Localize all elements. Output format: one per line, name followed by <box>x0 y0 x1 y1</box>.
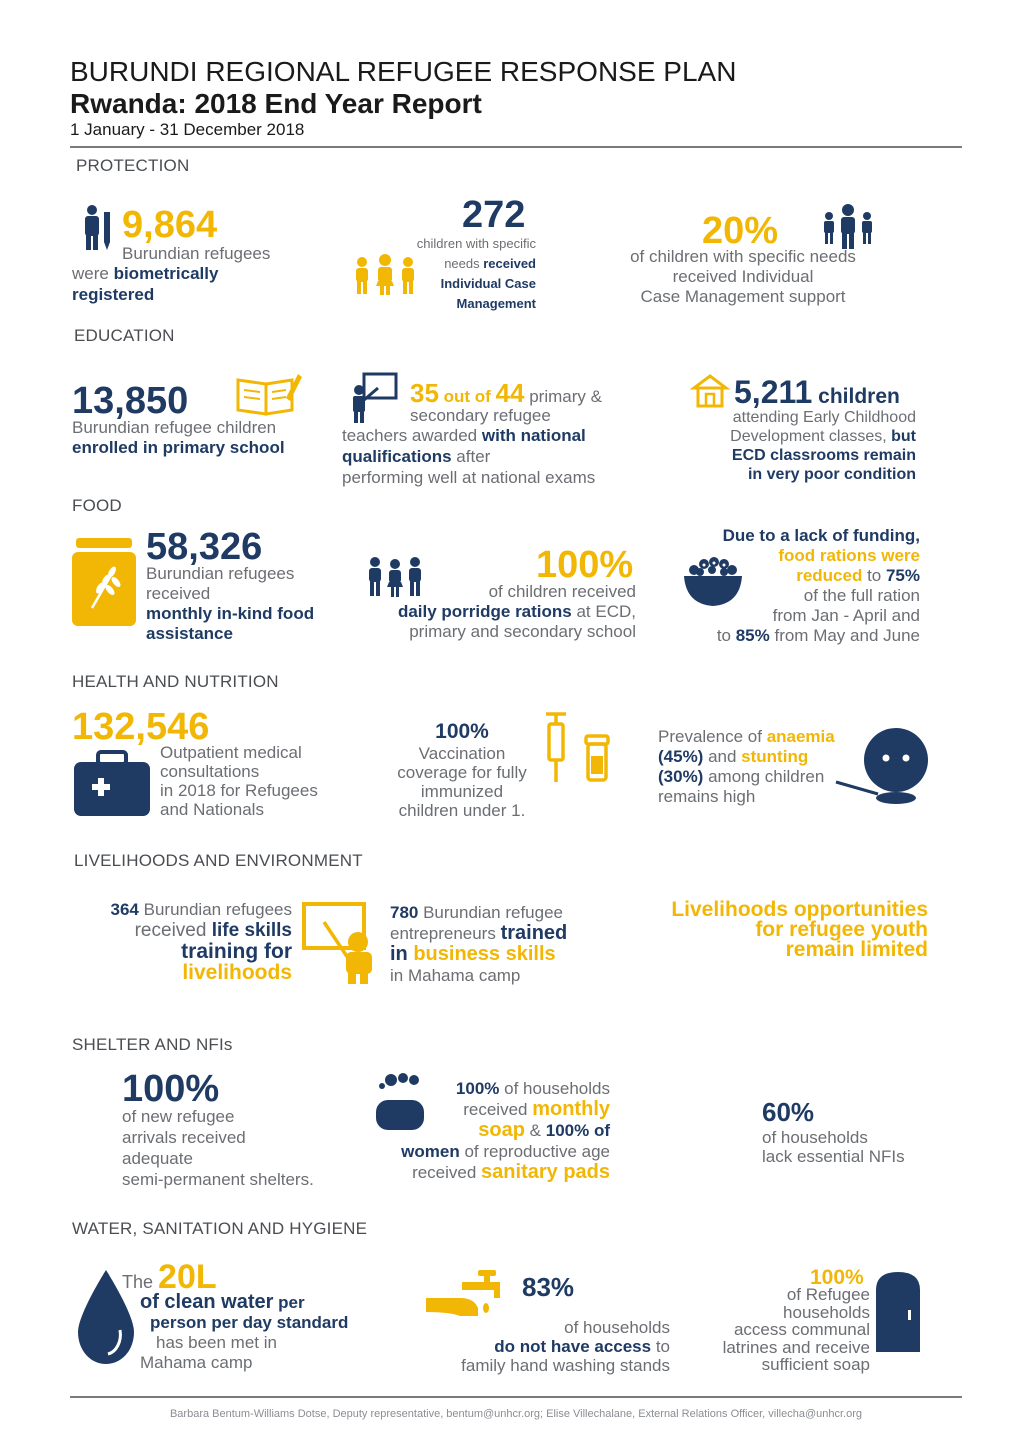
stat-water-line3: has been met in <box>156 1333 277 1352</box>
stat-biometric-line1: Burundian refugees <box>122 244 271 263</box>
stat-life-skills-line3: training for <box>181 940 292 963</box>
stat-enrolled-line2: enrolled in primary school <box>72 438 285 457</box>
stat-ecd-line1: attending Early Childhood <box>732 409 916 426</box>
stat-ration-line2: food rations were <box>778 546 920 565</box>
stat-specific-needs-text <box>600 247 886 307</box>
stat-business-line1: 780 Burundian refugee <box>390 903 563 922</box>
stat-outpatient-line1: Outpatient medical <box>160 743 302 762</box>
stat-soap-line2: received monthly <box>463 1098 610 1120</box>
stat-biometric-line2: were biometrically <box>72 264 219 283</box>
section-heading-wash: WATER, SANITATION AND HYGIENE <box>72 1219 368 1238</box>
stat-nfi-line2: lack essential NFIs <box>762 1147 905 1166</box>
stat-shelter-value: 100% <box>122 1068 220 1110</box>
stat-ecd-headline: 5,211 children <box>734 374 900 410</box>
stat-outpatient-line3: in 2018 for Refugees <box>160 781 318 800</box>
school-house-icon <box>692 374 728 408</box>
stat-ecd-line4: in very poor condition <box>747 466 916 483</box>
header-divider <box>70 146 962 148</box>
stat-ecd-text <box>640 408 916 484</box>
stat-biometric-line3: registered <box>72 285 155 304</box>
stat-shelter-line2: arrivals received <box>122 1128 246 1147</box>
stat-case-line2: needs received <box>444 256 536 271</box>
stat-teachers-headline: 35 out of 44 primary & <box>410 378 602 408</box>
stat-ration-line5: from Jan - April and <box>772 606 920 625</box>
stat-youth-text <box>620 900 928 960</box>
stat-soap-line3: soap & 100% of <box>478 1119 610 1141</box>
report-title: BURUNDI REGIONAL REFUGEE RESPONSE PLAN <box>70 56 737 87</box>
stat-enrolled-line1: Burundian refugee children <box>72 418 277 437</box>
section-heading-livelihoods: LIVELIHOODS AND ENVIRONMENT <box>74 851 363 870</box>
person-pen-icon <box>82 204 118 252</box>
stat-anaemia-line1: Prevalence of anaemia <box>658 727 835 746</box>
stat-ration-line4: of the full ration <box>803 586 920 605</box>
stat-water-line2: person per day standard <box>150 1313 349 1332</box>
stat-life-skills-line1: 364 Burundian refugees <box>110 900 292 919</box>
face-spoon-icon <box>836 726 932 808</box>
stat-handwash-line2: do not have access to <box>494 1337 670 1356</box>
stat-ecd-line3: ECD classrooms remain <box>731 447 916 464</box>
stat-latrine-line3: access communal <box>733 1320 870 1339</box>
stat-latrine-text <box>660 1286 870 1374</box>
stat-water-line1: of clean water per <box>140 1291 305 1313</box>
stat-anaemia-line2: (45%) and stunting <box>658 747 809 766</box>
stat-soap-line5: received sanitary pads <box>412 1161 610 1183</box>
stat-business-line4: in Mahama camp <box>390 966 521 985</box>
stat-vaccination-line3: immunized <box>420 782 504 801</box>
stat-vaccination-line2: coverage for fully <box>397 763 527 782</box>
stat-case-line1: children with specific <box>416 236 536 251</box>
grain-jar-icon <box>72 536 136 628</box>
stat-nfi-line1: of households <box>762 1128 868 1147</box>
stat-handwash-text <box>400 1318 670 1375</box>
stat-youth-line1: Livelihoods opportunities <box>671 898 928 921</box>
water-tap-icon <box>426 1268 508 1324</box>
stat-life-skills-text <box>60 900 292 983</box>
stat-youth-line2: for refugee youth <box>755 918 928 941</box>
stat-teachers-line3: teachers awarded with national <box>342 426 586 445</box>
stat-ecd-line2: Development classes, but <box>730 428 916 445</box>
stat-vaccination-text <box>374 720 550 820</box>
stat-vaccination-value: 100% <box>435 720 489 743</box>
stat-latrine-line4: latrines and receive <box>722 1337 870 1357</box>
stat-food-assistance-text <box>146 564 314 644</box>
latrine-door-icon <box>874 1270 922 1354</box>
stat-teachers-line2: secondary refugee <box>410 406 551 425</box>
stat-outpatient-line2: consultations <box>160 762 260 781</box>
stat-nfi-value: 60% <box>762 1097 815 1127</box>
stat-case-line3: Individual Case <box>440 276 536 291</box>
stat-teachers-line5: performing well at national exams <box>342 468 596 487</box>
stat-food-assistance-value: 58,326 <box>146 526 263 568</box>
stat-business-line2: entrepreneurs trained <box>390 922 568 944</box>
stat-water-headline: The 20L <box>122 1258 217 1296</box>
section-heading-shelter: SHELTER AND NFIs <box>72 1035 233 1054</box>
stat-porridge-line2: daily porridge rations at ECD, <box>397 602 636 621</box>
stat-water-line4: Mahama camp <box>140 1353 253 1372</box>
section-heading-food: FOOD <box>72 496 122 515</box>
stat-specific-line2: received Individual <box>672 267 814 286</box>
stat-anaemia-line4: remains high <box>658 787 756 806</box>
stat-ration-line6: to 85% from May and June <box>716 626 920 645</box>
stat-case-management-value: 272 <box>462 194 526 236</box>
footer-divider <box>70 1396 962 1398</box>
stat-outpatient-value: 132,546 <box>72 706 210 748</box>
stat-latrine-line2: households <box>783 1302 870 1322</box>
stat-youth-line3: remain limited <box>785 938 928 961</box>
stat-porridge-value: 100% <box>536 544 634 586</box>
report-subtitle: Rwanda: 2018 End Year Report <box>70 88 482 119</box>
trainer-board-icon <box>302 900 384 986</box>
stat-business-line3: in business skills <box>390 943 556 965</box>
teacher-board-icon <box>350 372 398 424</box>
stat-ration-text <box>640 526 920 646</box>
stat-shelter-line3: adequate <box>122 1149 193 1168</box>
section-heading-education: EDUCATION <box>74 326 175 345</box>
stat-shelter-line4: semi-permanent shelters. <box>122 1170 314 1189</box>
syringe-vial-icon <box>538 710 614 786</box>
stat-business-text <box>390 902 567 986</box>
stat-porridge-line3: primary and secondary school <box>409 622 636 641</box>
stat-case-line4: Management <box>456 296 536 311</box>
stat-life-skills-line4: livelihoods <box>182 961 292 984</box>
stat-anaemia-line3: (30%) among children <box>658 767 825 786</box>
stat-food-line4: assistance <box>146 624 233 643</box>
stat-vaccination-line4: children under 1. <box>398 801 526 820</box>
stat-specific-needs-value: 20% <box>702 210 779 252</box>
stat-outpatient-line4: and Nationals <box>160 800 264 819</box>
open-book-icon <box>234 372 302 416</box>
stat-latrine-line1: of Refugee <box>786 1285 870 1304</box>
stat-biometric-value: 9,864 <box>122 204 218 246</box>
stat-soap-line1: 100% of households <box>455 1079 610 1098</box>
stat-food-line2: received <box>146 584 211 603</box>
stat-life-skills-line2: received life skills <box>134 920 292 941</box>
family-icon <box>820 204 876 250</box>
stat-shelter-line1: of new refugee <box>122 1107 235 1126</box>
stat-ration-line1: Due to a lack of funding, <box>722 526 920 545</box>
stat-porridge-text <box>340 582 636 642</box>
stat-soap-line4: women of reproductive age <box>401 1142 610 1161</box>
stat-enrolled-value: 13,850 <box>72 380 189 422</box>
stat-case-management-text <box>380 234 536 314</box>
stat-ration-line3: reduced to 75% <box>796 566 920 585</box>
stat-vaccination-line1: Vaccination <box>418 744 506 763</box>
stat-soap-text <box>300 1078 610 1183</box>
stat-nfi-text <box>762 1128 905 1166</box>
stat-latrine-line5: sufficient soap <box>761 1355 870 1374</box>
report-period: 1 January - 31 December 2018 <box>70 120 305 139</box>
stat-handwash-value: 83% <box>522 1272 575 1302</box>
footer-contacts: Barbara Bentum-Williams Dotse, Deputy representative, bentum@unhcr.org; Elise Villechalane, External Relations Officer, villecha@unhcr.org <box>169 1408 863 1420</box>
stat-anaemia-text <box>658 727 835 807</box>
stat-handwash-line3: family hand washing stands <box>461 1356 670 1375</box>
stat-food-line3: monthly in-kind food <box>146 604 315 623</box>
section-heading-health: HEALTH AND NUTRITION <box>72 672 279 691</box>
section-heading-protection: PROTECTION <box>76 156 190 175</box>
stat-shelter-text <box>122 1106 314 1190</box>
stat-handwash-line1: of households <box>564 1318 670 1337</box>
stat-specific-line1: of children with specific needs <box>630 247 856 266</box>
stat-water-text <box>140 1292 348 1373</box>
stat-specific-line3: Case Management support <box>640 287 846 306</box>
medical-kit-icon <box>72 750 152 818</box>
stat-outpatient-text <box>160 743 318 819</box>
stat-food-line1: Burundian refugees <box>146 564 295 583</box>
stat-porridge-line1: of children received <box>488 582 636 601</box>
stat-latrine-value: 100% <box>810 1266 864 1289</box>
stat-teachers-line4: qualifications after <box>342 447 491 466</box>
